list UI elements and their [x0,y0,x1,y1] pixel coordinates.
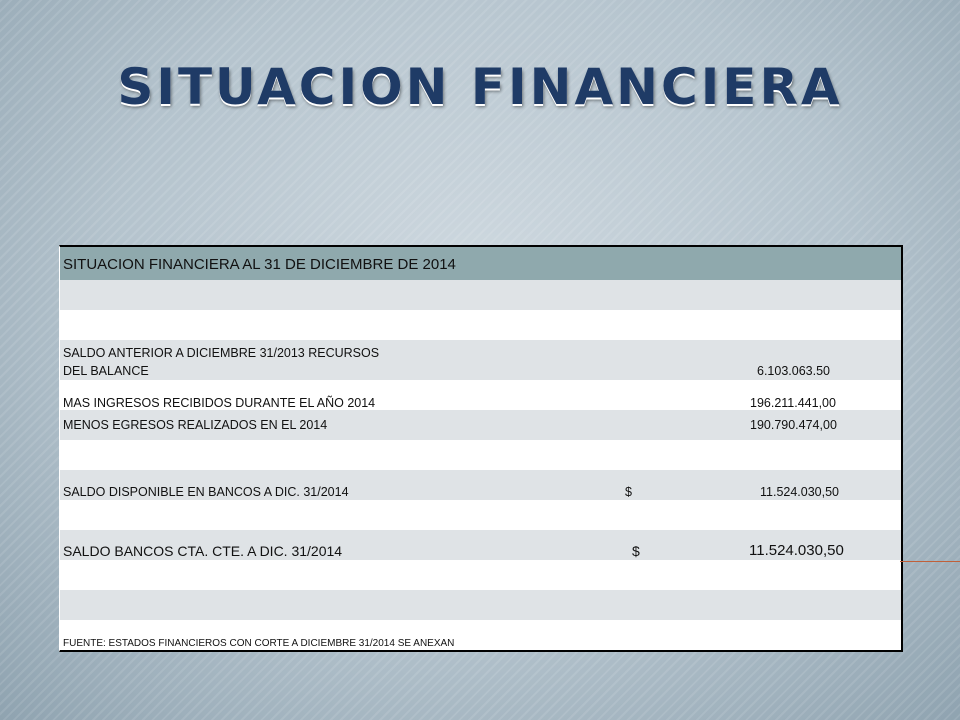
saldo-disponible-currency: $ [625,485,632,499]
empty-row [60,500,901,530]
egresos-label: MENOS EGRESOS REALIZADOS EN EL 2014 [63,418,328,432]
ingresos-amount: 196.211.441,00 [750,396,836,410]
table-header-row [60,247,901,280]
empty-row [60,440,901,470]
table-row-ingresos [60,380,901,410]
empty-row [60,310,901,340]
saldo-anterior-label-line2: DEL BALANCE [63,364,149,378]
saldo-anterior-amount: 6.103.063.50 [757,364,830,378]
egresos-amount: 190.790.474,00 [750,418,837,432]
table-row-egresos [60,410,901,440]
saldo-bancos-currency: $ [632,543,640,559]
table-row-saldo-anterior [60,340,901,380]
empty-row [60,280,901,310]
empty-row [60,560,901,590]
saldo-disponible-amount: 11.524.030,50 [760,485,840,499]
decorative-line [900,561,960,562]
saldo-disponible-label: SALDO DISPONIBLE EN BANCOS A DIC. 31/2014 [63,485,349,499]
table-row-saldo-disponible [60,470,901,500]
empty-row [60,590,901,620]
fuente-label: FUENTE: ESTADOS FINANCIEROS CON CORTE A DICIEMBRE 31/2014 SE ANEXAN [63,638,455,649]
saldo-bancos-amount: 11.524.030,50 [749,542,844,559]
financial-table [59,245,903,652]
saldo-anterior-label-line1: SALDO ANTERIOR A DICIEMBRE 31/2013 RECURSOS [63,346,380,360]
table-header: SITUACION FINANCIERA AL 31 DE DICIEMBRE DE 2014 [63,256,456,273]
ingresos-label: MAS INGRESOS RECIBIDOS DURANTE EL AÑO 2014 [63,396,376,410]
slide-title: SITUACION FINANCIERA [117,58,843,116]
table-row-saldo-bancos [60,530,901,560]
table-row-fuente [60,620,901,650]
saldo-bancos-label: SALDO BANCOS CTA. CTE. A DIC. 31/2014 [63,543,343,559]
